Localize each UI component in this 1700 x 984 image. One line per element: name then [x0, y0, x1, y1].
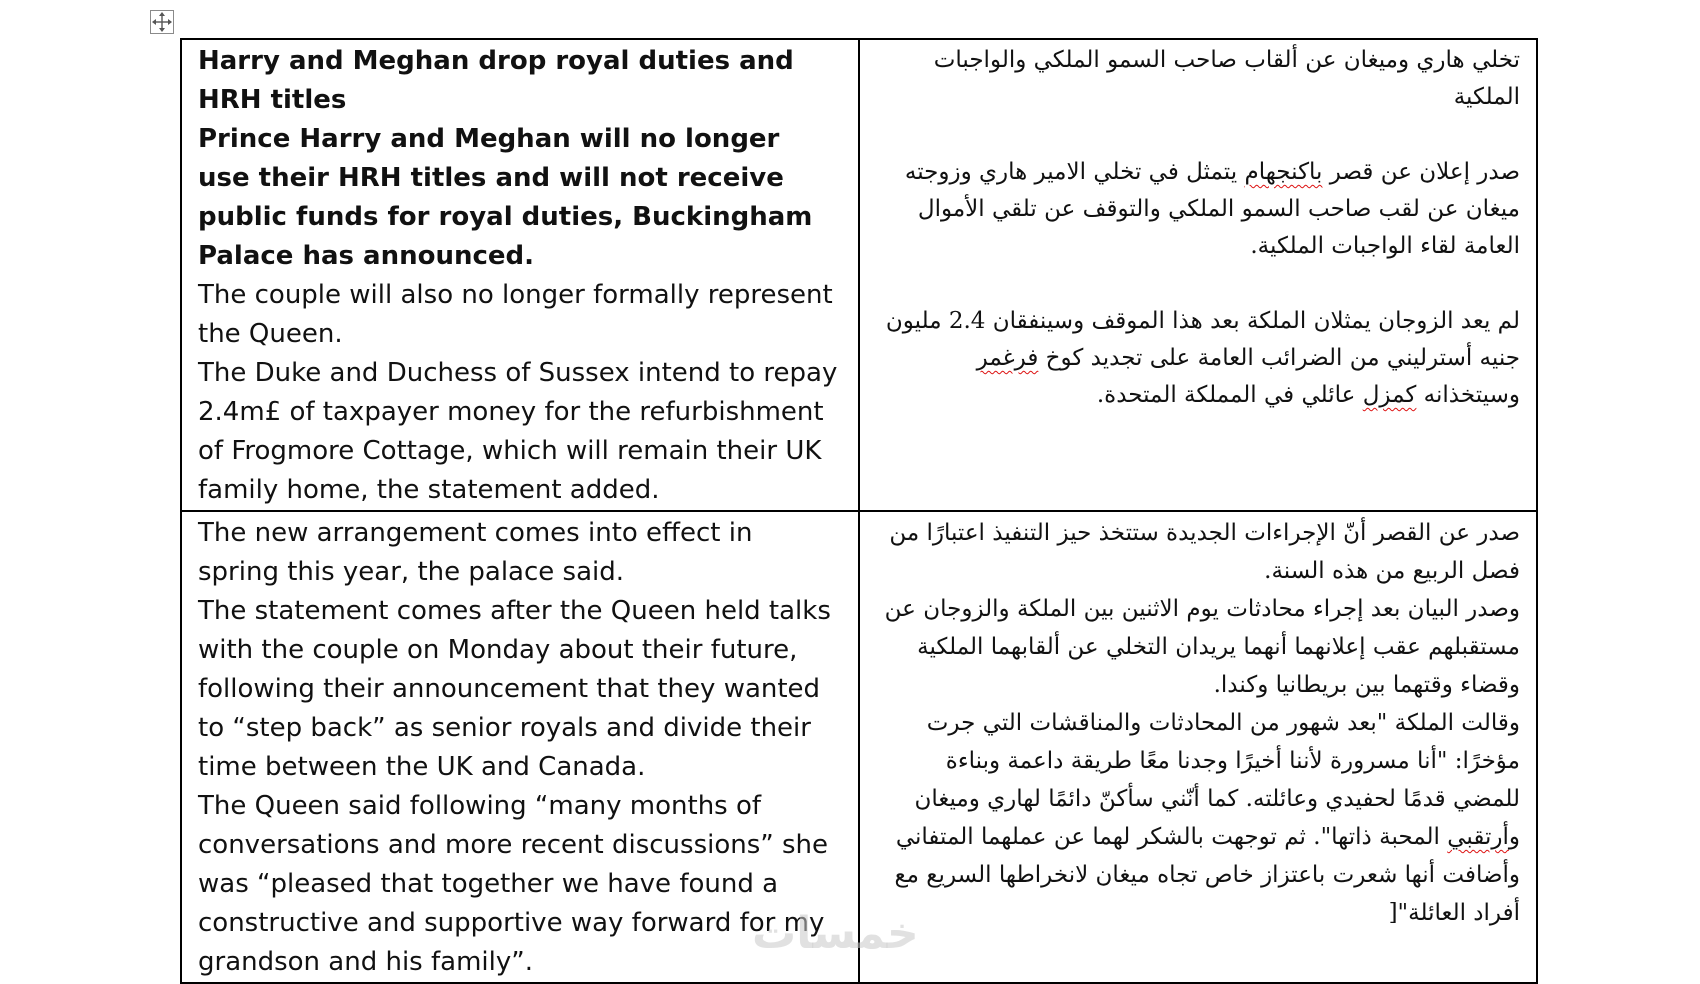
arabic-cell[interactable] [859, 39, 1537, 511]
empty-line [878, 116, 1520, 154]
english-paragraph: The couple will also no longer formally represent the Queen. [198, 280, 833, 349]
english-paragraph: The Queen said following “many months of conversations and more recent discussions” she was “pleased that together we have found a constructive and supportive way forward for my grandson and his family”. [198, 791, 829, 977]
text-run: يتمثل في تخلي الامير هاري وزوجته ميغان عن لقب صاحب السمو الملكي والتوقف عن تلقي الأموال العامة لقاء الواجبات الملكية. [904, 159, 1520, 259]
text-run: وسيتخذانه [1416, 382, 1520, 408]
text-run: المحبة ذاتها". ثم توجهت بالشكر لهما عن عملهما المتفاني وأضافت أنها شعرت باعتزاز خاص تجاه ميغان لانخراطها السريع مع أفراد العائلة"[ [894, 824, 1520, 926]
english-paragraph: The Duke and Duchess of Sussex intend to repay 2.4m£ of taxpayer money for the refurbishment of Frogmore Cottage, which will remain their UK family home, the statement added. [198, 358, 838, 505]
arabic-headline: تخلي هاري وميغان عن ألقاب صاحب السمو الملكي والواجبات الملكية [933, 47, 1520, 110]
english-headline: Harry and Meghan drop royal duties and HRH titles [198, 46, 794, 115]
arabic-cell[interactable] [859, 511, 1537, 983]
watermark-logo: خمسات [752, 908, 919, 959]
spelling-error-word: باكنجهام [1244, 159, 1323, 185]
text-run: وقالت الملكة "بعد شهور من المحادثات والمناقشات التي جرت مؤخرًا: "أنا مسرورة لأننا أخيرًا وجدنا معًا طريقة داعمة وبناءة للمضي قدمًا لحفيدي وعائلته. كما أنّني سأكنّ دائمًا لهاري وميغان و [914, 710, 1520, 850]
text-run: لم يعد الزوجان يمثلان الملكة بعد هذا الموقف وسينفقان 2.4 مليون جنيه أسترليني من الضرائب العامة على تجديد كوخ [885, 308, 1520, 371]
text-run: صدر إعلان عن قصر [1322, 159, 1520, 185]
bilingual-table [180, 38, 1538, 984]
spelling-error-word: أرتقبي [1447, 824, 1509, 850]
spelling-error-word: فرغمر [976, 345, 1039, 371]
empty-line [878, 265, 1520, 303]
arabic-paragraph: وصدر البيان بعد إجراء محادثات يوم الاثنين بين الملكة والزوجان عن مستقبلهم عقب إعلانهما أنهما يريدان التخلي عن ألقابهما الملكية وقضاء وقتهما بين بريطانيا وكندا. [884, 596, 1520, 698]
english-paragraph: The new arrangement comes into effect in spring this year, the palace said. [198, 518, 753, 587]
table-row [181, 39, 1537, 511]
text-run: عائلي في المملكة المتحدة. [1096, 382, 1363, 408]
arabic-paragraph [878, 704, 1520, 932]
arabic-paragraph: صدر عن القصر أنّ الإجراءات الجديدة ستتخذ حيز التنفيذ اعتبارًا من فصل الربيع من هذه السنة. [889, 520, 1520, 584]
move-arrows-icon [151, 11, 173, 33]
english-cell[interactable] [181, 39, 859, 511]
table-move-handle[interactable] [150, 10, 174, 34]
arabic-paragraph [878, 303, 1520, 414]
spelling-error-word: كمزل [1362, 382, 1417, 408]
english-paragraph: The statement comes after the Queen held talks with the couple on Monday about their future, following their announcement that they wanted to “step back” as senior royals and divide their time between the UK and Canada. [198, 596, 831, 782]
english-lead: Prince Harry and Meghan will no longer use their HRH titles and will not receive public funds for royal duties, Buckingham Palace has announced. [198, 124, 813, 271]
arabic-lead [878, 154, 1520, 265]
